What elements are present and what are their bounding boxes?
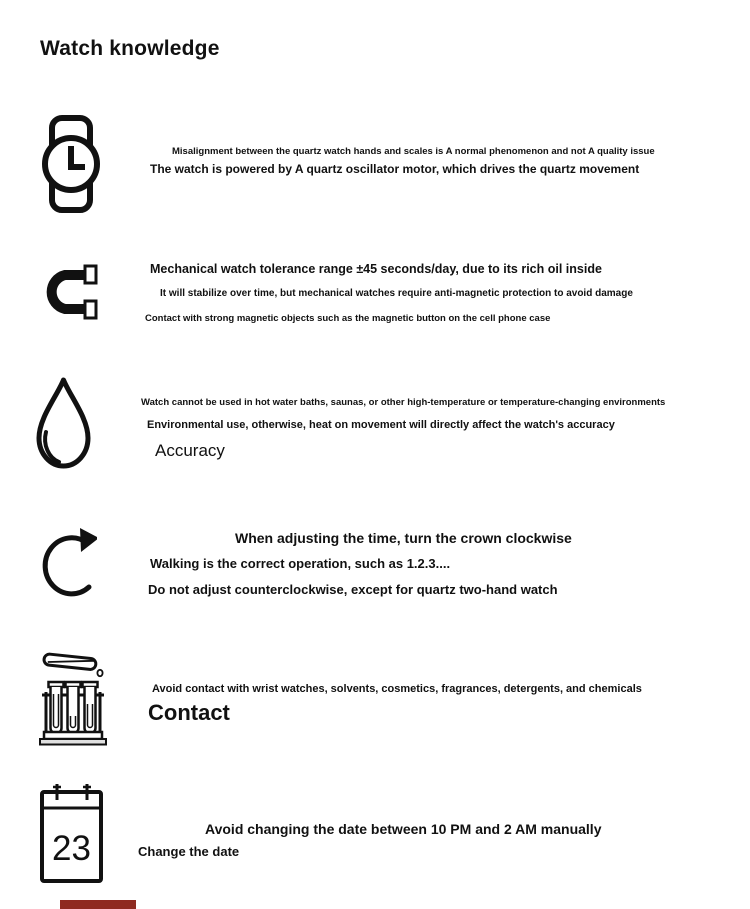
calendar-day-number: 23 xyxy=(52,829,91,868)
water-drop-icon xyxy=(35,376,92,470)
section-text-line: Mechanical watch tolerance range ±45 seconds/day, due to its rich oil inside xyxy=(150,262,602,276)
section-text-line: Accuracy xyxy=(155,441,225,460)
section-text-line: Misalignment between the quartz watch hands and scales is A normal phenomenon and not A quality issue xyxy=(172,146,655,157)
section-text-line: When adjusting the time, turn the crown clockwise xyxy=(235,530,572,546)
section-text-line: Avoid changing the date between 10 PM and 2 AM manually xyxy=(205,821,602,837)
watch-icon xyxy=(42,115,100,213)
bottom-red-accent-bar xyxy=(60,900,136,909)
magnet-icon xyxy=(38,262,100,322)
section-text-line: Contact with strong magnetic objects such as the magnetic button on the cell phone case xyxy=(145,313,551,324)
section-text-line: Walking is the correct operation, such as 1.2.3.... xyxy=(150,556,451,571)
section-text-line: It will stabilize over time, but mechanical watches require anti-magnetic protection to avoid damage xyxy=(160,288,633,299)
section-text-line: Watch cannot be used in hot water baths, saunas, or other high-temperature or temperature-changing environments xyxy=(141,397,666,408)
section-text-line: The watch is powered by A quartz oscillator motor, which drives the quartz movement xyxy=(150,162,640,176)
section-text-line: Contact xyxy=(148,700,230,725)
section-text-line: Environmental use, otherwise, heat on movement will directly affect the watch's accuracy xyxy=(147,419,615,431)
test-tubes-icon xyxy=(34,646,112,746)
section-text-line: Change the date xyxy=(138,844,240,859)
clockwise-arrow-icon xyxy=(36,526,97,601)
section-text-line: Do not adjust counterclockwise, except for quartz two-hand watch xyxy=(148,582,558,597)
section-text-line: Avoid contact with wrist watches, solvents, cosmetics, fragrances, detergents, and chemicals xyxy=(152,683,642,695)
page-title: Watch knowledge xyxy=(40,37,220,60)
